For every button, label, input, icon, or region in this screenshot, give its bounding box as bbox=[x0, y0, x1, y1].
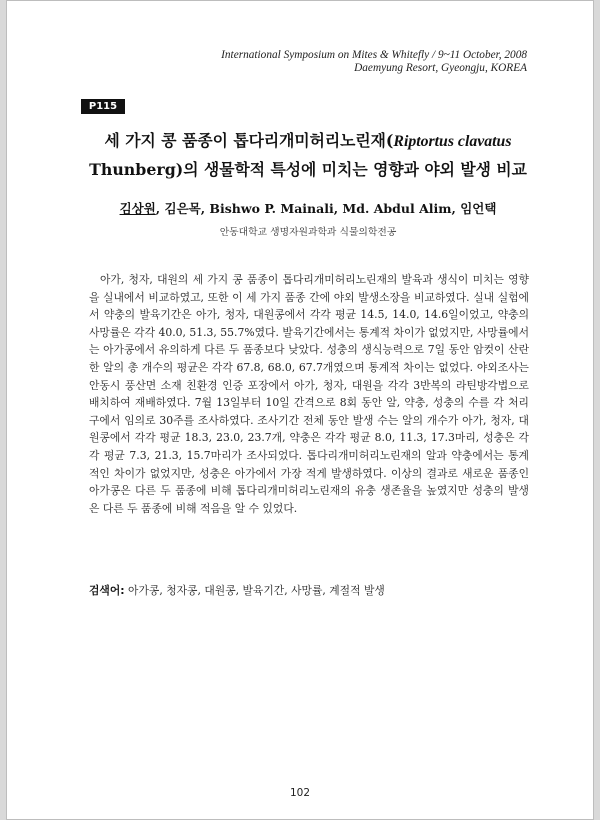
conference-venue: Daemyung Resort, Gyeongju, KOREA bbox=[354, 62, 527, 74]
author-list bbox=[77, 201, 539, 217]
keywords-list: 아가콩, 청자콩, 대원콩, 발육기간, 사망률, 계절적 발생 bbox=[124, 584, 385, 597]
abstract-body: 아가, 청자, 대원의 세 가지 콩 품종이 톱다리개미허리노린재의 발육과 생식이 미치는 영향을 실내에서 비교하였고, 또한 이 세 가지 품종 간에 야외 발생소장을 비교하였다. 실내 실험에서 약충의 발육기간은 아가, 청자, 대원콩에서 각각 평균 14.5, 14.0, 14.6일이었고, 약충의 사망률은 각각 40.0, 51.3, 55.7%였다. 발육기간에서는 통계적 차이가 없었지만, 사망률에서는 아가콩에서 유의하게 다른 두 품종보다 낮았다. 성충의 생식능력으로 7일 동안 암컷이 산란한 알의 총 개수의 평균은 각각 67.8, 68.0, 67.7개였으며 통계적 차이는 없었다. 야외조사는 안동시 풍산면 소재 친환경 인증 포장에서 아가, 청자, 대원을 각각 3반복의 라틴방각법으로 배치하여 재배하였다. 7월 13일부터 10일 간격으로 8회 동안 알, 약충, 성충의 수를 각 처리구에서 임의로 30주를 조사하였다. 조사기간 전체 동안 발생 수는 알의 개수가 아가, 청자, 대원콩에서 각각 평균 18.3, 23.0, 23.7개, 약충은 각각 평균 8.0, 11.3, 17.3마리, 성충은 각각 평균 7.3, 21.3, 15.7마리가 조사되었다. 톱다리개미허리노린재의 알과 약충에서는 통계적인 차이가 없었지만, 성충은 아가에서 가장 적게 발생하였다. 이상의 결과로 새로운 품종인 아가콩은 다른 두 품종에 비해 톱다리개미허리노린재의 유충 생존율을 높였지만 성충의 발생은 다른 두 품종에 비해 적음을 알 수 있었다. bbox=[89, 273, 529, 515]
conference-header bbox=[221, 49, 527, 75]
page-number: 102 bbox=[289, 787, 311, 799]
conference-name: International Symposium on Mites & Whitefly / 9~11 October, 2008 bbox=[221, 49, 527, 61]
co-authors: , 김은목, Bishwo P. Mainali, Md. Abdul Alim, 임언택 bbox=[155, 201, 497, 216]
paper-page bbox=[6, 0, 594, 820]
title-part-1: 세 가지 콩 품종이 톱다리개미허리노린재( bbox=[104, 131, 394, 150]
keywords bbox=[89, 583, 529, 599]
affiliation: 안동대학교 생명자원과학과 식물의학전공 bbox=[219, 227, 397, 238]
presenting-author: 김상원 bbox=[119, 201, 156, 216]
paper-title bbox=[77, 127, 539, 184]
species-name: Riptortus clavatus bbox=[393, 133, 512, 150]
keywords-label: 검색어: bbox=[89, 584, 125, 597]
title-part-2: Thunberg)의 생물학적 특성에 미치는 영향과 야외 발생 비교 bbox=[89, 160, 527, 179]
paper-id-badge: P115 bbox=[81, 99, 125, 114]
